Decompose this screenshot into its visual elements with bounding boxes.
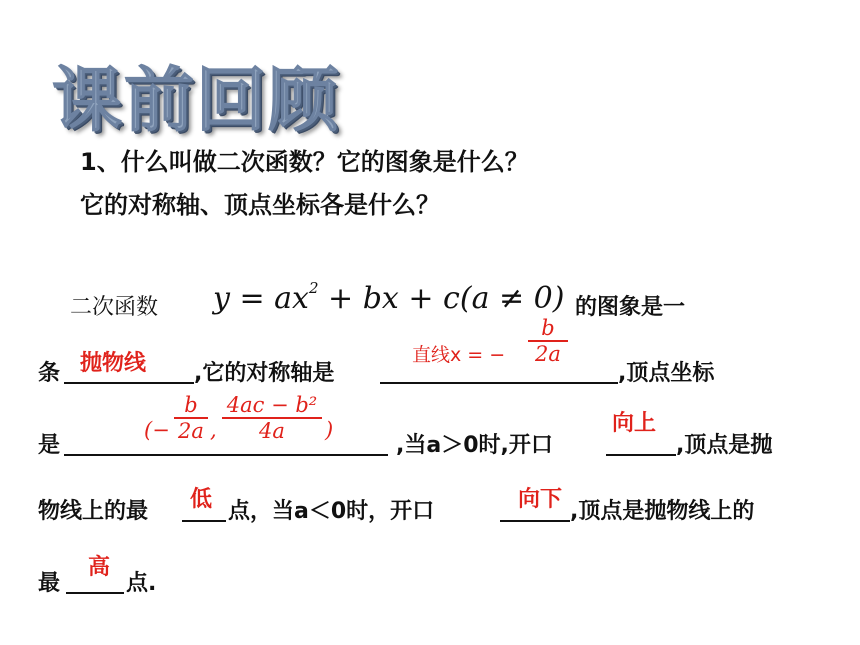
formula-main: y = ax [213, 281, 309, 316]
answer-axis-prefix: 直线x = − [412, 344, 506, 366]
axis-numerator: b [541, 316, 555, 340]
row1-start: 条 [38, 361, 61, 386]
page-title: 课前回顾 [52, 59, 340, 141]
formula-rest: + bx + c(a ≠ 0) [318, 281, 565, 316]
blank-lowest [182, 520, 226, 522]
vertex-comma: , [210, 418, 217, 442]
vertex-denominator-2: 4a [259, 419, 285, 443]
formula-exponent: 2 [308, 279, 319, 297]
row2-tail: ,顶点是抛 [676, 433, 773, 458]
row4-end: 点. [126, 571, 157, 596]
row3-end: ,顶点是抛物线上的 [570, 499, 755, 524]
row1-mid: ,它的对称轴是 [194, 361, 335, 386]
vertex-numerator-2: 4ac − b² [226, 393, 318, 417]
blank-open-down [500, 520, 570, 522]
answer-open-down: 向下 [518, 487, 563, 512]
answer-highest: 高 [88, 555, 111, 580]
answer-curve: 抛物线 [80, 351, 147, 376]
row4-start: 最 [38, 571, 61, 596]
row2-end: ,当a＞0时,开口 [396, 433, 553, 458]
row3-mid: 点，当a＜0时，开口 [228, 499, 435, 524]
statement-after: 的图象是一 [575, 295, 686, 320]
question-line-1: 1、什么叫做二次函数？它的图象是什么？ [80, 148, 529, 176]
blank-open-up [606, 454, 676, 456]
vertex-close-paren: ) [325, 418, 334, 442]
blank-curve [64, 382, 194, 384]
axis-denominator: 2a [535, 342, 561, 366]
blank-highest [66, 592, 124, 594]
answer-axis-fraction [528, 316, 568, 366]
blank-axis [380, 382, 618, 384]
vertex-fraction-2 [222, 393, 322, 443]
quadratic-formula [213, 281, 564, 316]
vertex-denominator-1: 2a [178, 419, 204, 443]
answer-open-up: 向上 [612, 411, 657, 436]
row1-end: ,顶点坐标 [618, 361, 715, 386]
vertex-fraction-1 [174, 393, 208, 443]
row2-start: 是 [38, 433, 61, 458]
vertex-numerator-1: b [184, 393, 198, 417]
statement-intro: 二次函数 [70, 295, 159, 320]
row3-start: 物线上的最 [38, 499, 149, 524]
question-line-2: 它的对称轴、顶点坐标各是什么？ [80, 191, 440, 219]
vertex-open-paren: (− [144, 418, 170, 442]
answer-lowest: 低 [190, 487, 213, 512]
blank-vertex [64, 454, 388, 456]
